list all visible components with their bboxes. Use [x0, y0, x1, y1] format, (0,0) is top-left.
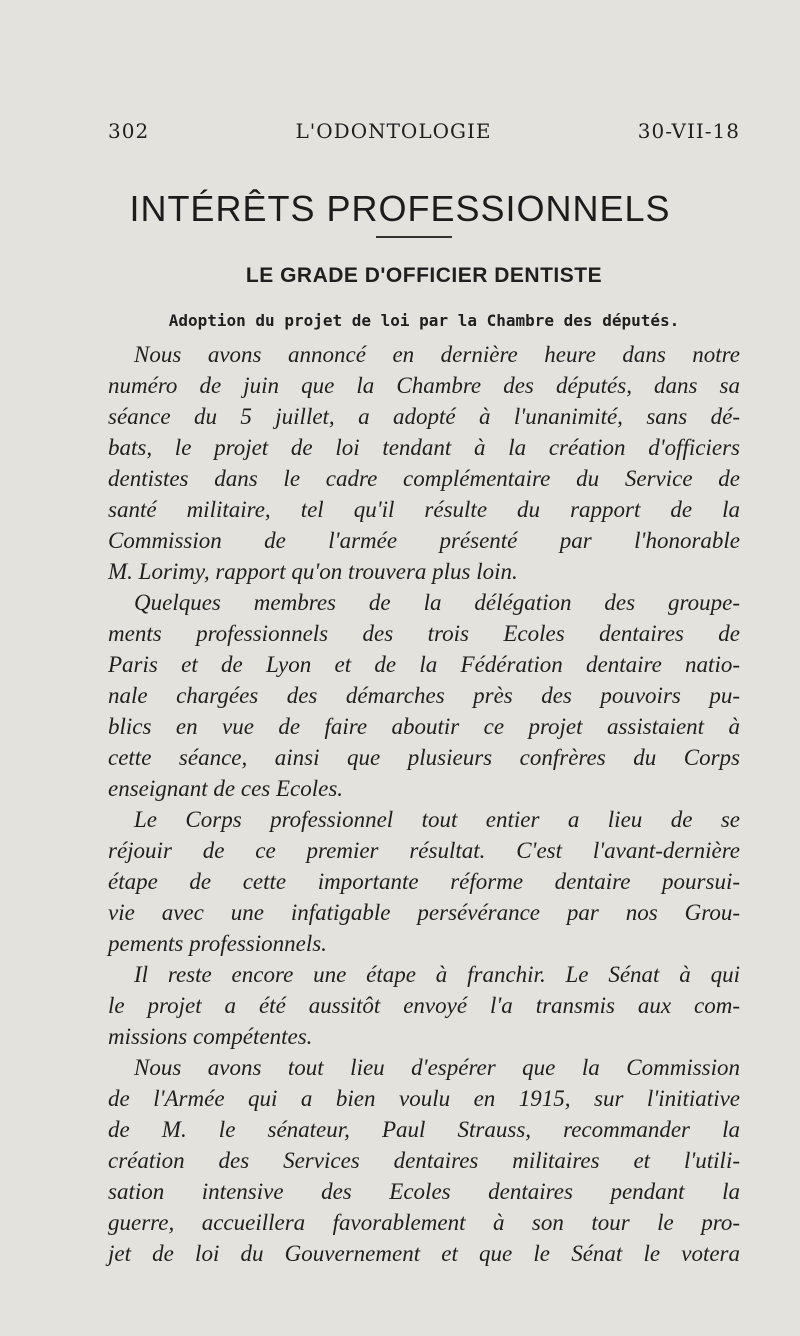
body-line: enseignant de ces Ecoles.: [108, 776, 344, 801]
body-line: santé militaire, tel qu'il résulte du rapport de la: [108, 497, 740, 522]
body-line: étape de cette importante réforme dentaire poursui-: [108, 869, 740, 894]
body-line: Il reste encore une étape à franchir. Le Sénat à qui: [134, 962, 740, 987]
body-line: jet de loi du Gouvernement et que le Sénat le votera: [108, 1241, 740, 1266]
issue-date: 30-VII-18: [637, 119, 740, 143]
running-header: [108, 116, 740, 146]
body-line: cette séance, ainsi que plusieurs confrères du Corps: [108, 745, 740, 770]
body-line: de M. le sénateur, Paul Strauss, recommander la: [108, 1117, 740, 1142]
body-line: Nous avons tout lieu d'espérer que la Commission: [134, 1055, 740, 1080]
article-title: LE GRADE D'OFFICIER DENTISTE: [245, 264, 603, 287]
body-line: sation intensive des Ecoles dentaires pendant la: [108, 1179, 740, 1204]
article-body: [108, 339, 740, 1269]
body-line: vie avec une infatigable persévérance par nos Grou-: [108, 900, 740, 925]
body-line: réjouir de ce premier résultat. C'est l'avant-dernière: [108, 838, 740, 863]
body-line: Le Corps professionnel tout entier a lieu de se: [134, 807, 740, 832]
body-line: séance du 5 juillet, a adopté à l'unanimité, sans dé-: [108, 404, 740, 429]
body-line: numéro de juin que la Chambre des députés, dans sa: [108, 373, 740, 398]
body-line: guerre, accueillera favorablement à son tour le pro-: [108, 1210, 740, 1235]
section-title: INTÉRÊTS PROFESSIONNELS: [129, 188, 671, 229]
journal-title: L'ODONTOLOGIE: [295, 119, 492, 143]
body-line: dentistes dans le cadre complémentaire du Service de: [108, 466, 740, 491]
body-line: M. Lorimy, rapport qu'on trouvera plus loin.: [108, 559, 518, 584]
body-line: le projet a été aussitôt envoyé l'a transmis aux com-: [108, 993, 740, 1018]
body-line: Quelques membres de la délégation des groupe-: [134, 590, 740, 615]
body-line: blics en vue de faire aboutir ce projet assistaient à: [108, 714, 740, 739]
title-divider: [376, 236, 452, 238]
page-number: 302: [108, 119, 150, 143]
body-line: missions compétentes.: [108, 1024, 313, 1049]
body-line: Nous avons annoncé en dernière heure dans notre: [134, 342, 740, 367]
body-line: ments professionnels des trois Ecoles dentaires de: [108, 621, 740, 646]
body-line: création des Services dentaires militaires et l'utili-: [108, 1148, 740, 1173]
body-line: pements professionnels.: [108, 931, 327, 956]
body-line: Commission de l'armée présenté par l'honorable: [108, 528, 740, 553]
body-line: Paris et de Lyon et de la Fédération dentaire natio-: [108, 652, 740, 677]
body-line: nale chargées des démarches près des pouvoirs pu-: [108, 683, 740, 708]
body-line: bats, le projet de loi tendant à la création d'officiers: [108, 435, 740, 460]
body-line: de l'Armée qui a bien voulu en 1915, sur l'initiative: [108, 1086, 740, 1111]
article-subtitle: Adoption du projet de loi par la Chambre des députés.: [168, 311, 680, 330]
